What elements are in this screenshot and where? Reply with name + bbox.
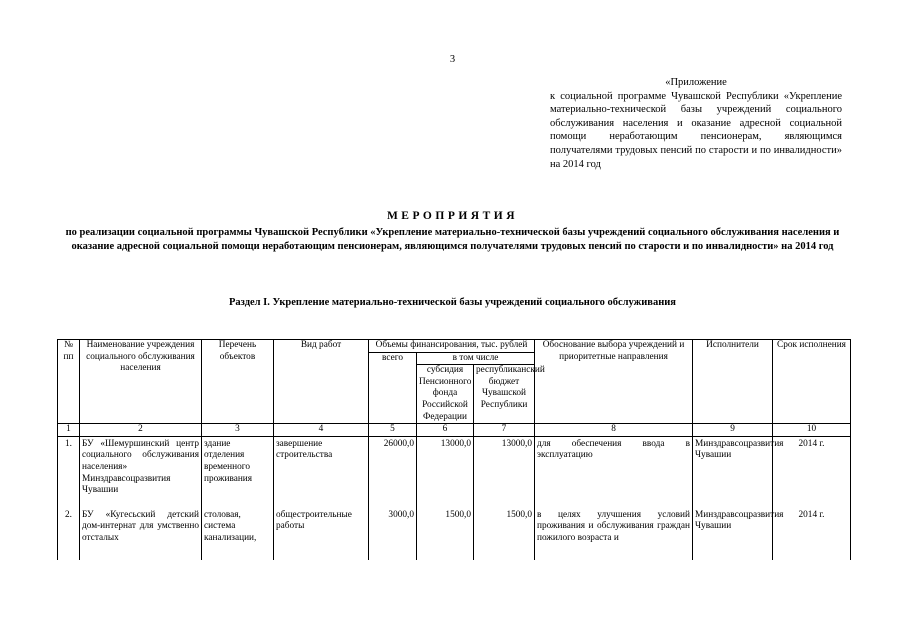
header-funding: Объемы финансирования, тыс. рублей [369, 340, 535, 353]
section-title: Раздел I. Укрепление материально-технической базы учреждений социального обслуживания [229, 297, 676, 308]
institution-name: БУ «Кугесьский детский дом-интернат для умственно отсталых [80, 509, 202, 560]
column-number: 7 [474, 424, 535, 437]
column-number: 1 [58, 424, 80, 437]
funding-total: 3000,0 [369, 509, 417, 560]
object-list: столовая, система канализации, [202, 509, 274, 560]
justification: для обеспечения ввода в эксплуатацию [535, 436, 693, 509]
object-list: здание отделения временного проживания [202, 436, 274, 509]
header-republic-budget: республиканский бюджет Чувашской Республики [474, 365, 535, 424]
column-number: 2 [80, 424, 202, 437]
annex-text: к социальной программе Чувашской Республики «Укрепление материально-технической базы учреждений социального обслуживания населения и оказание адресной социальной помощи неработающим пенсионерам, являющимся получателями трудовых пенсий по старости и по инвалидности» на 2014 год [550, 90, 842, 170]
column-number: 10 [773, 424, 851, 437]
funding-total: 26000,0 [369, 436, 417, 509]
document-subtitle: по реализации социальной программы Чувашской Республики «Укрепление материально-технической базы учреждений социального обслуживания населения и оказание адресной социальной помощи неработающим пенсионерам, являющимся получателями трудовых пенсий по старости и по инвалидности» на 2014 год [65, 227, 840, 252]
funding-republic-budget: 13000,0 [474, 436, 535, 509]
header-pension-fund: субсидия Пенсионного фонда Российской Федерации [417, 365, 474, 424]
justification: в целях улучшения условий проживания и обслуживания граждан пожилого возраста и [535, 509, 693, 560]
document-title: МЕРОПРИЯТИЯ [386, 210, 519, 222]
header-num: № пп [58, 340, 80, 424]
header-justification: Обоснование выбора учреждений и приоритетные направления [535, 340, 693, 424]
measures-table [57, 339, 851, 560]
header-total: всего [369, 352, 417, 424]
column-number: 5 [369, 424, 417, 437]
column-number: 8 [535, 424, 693, 437]
executors: Минздравсоцразвития Чувашии [693, 509, 773, 560]
row-number: 2. [58, 509, 80, 560]
page-number: 3 [449, 54, 456, 65]
annex-block [550, 76, 842, 171]
work-type: общестроительные работы [274, 509, 369, 560]
header-executors: Исполнители [693, 340, 773, 424]
header-including: в том числе [417, 352, 535, 365]
funding-republic-budget: 1500,0 [474, 509, 535, 560]
row-number: 1. [58, 436, 80, 509]
column-number: 9 [693, 424, 773, 437]
funding-pension-fund: 1500,0 [417, 509, 474, 560]
term: 2014 г. [773, 436, 851, 509]
funding-pension-fund: 13000,0 [417, 436, 474, 509]
header-work: Вид работ [274, 340, 369, 424]
work-type: завершение строительства [274, 436, 369, 509]
table-row [58, 509, 851, 560]
header-name: Наименование учреждения социального обслуживания населения [80, 340, 202, 424]
header-objects: Перечень объектов [202, 340, 274, 424]
table-row [58, 436, 851, 509]
term: 2014 г. [773, 509, 851, 560]
column-number: 4 [274, 424, 369, 437]
column-number: 6 [417, 424, 474, 437]
executors: Минздравсоцразвития Чувашии [693, 436, 773, 509]
header-term: Срок исполнения [773, 340, 851, 424]
annex-title: «Приложение [665, 77, 727, 88]
column-number: 3 [202, 424, 274, 437]
institution-name: БУ «Шемуршинский центр социального обслуживания населения» Минздравсоцразвития Чувашии [80, 436, 202, 509]
column-number-row [58, 424, 851, 437]
